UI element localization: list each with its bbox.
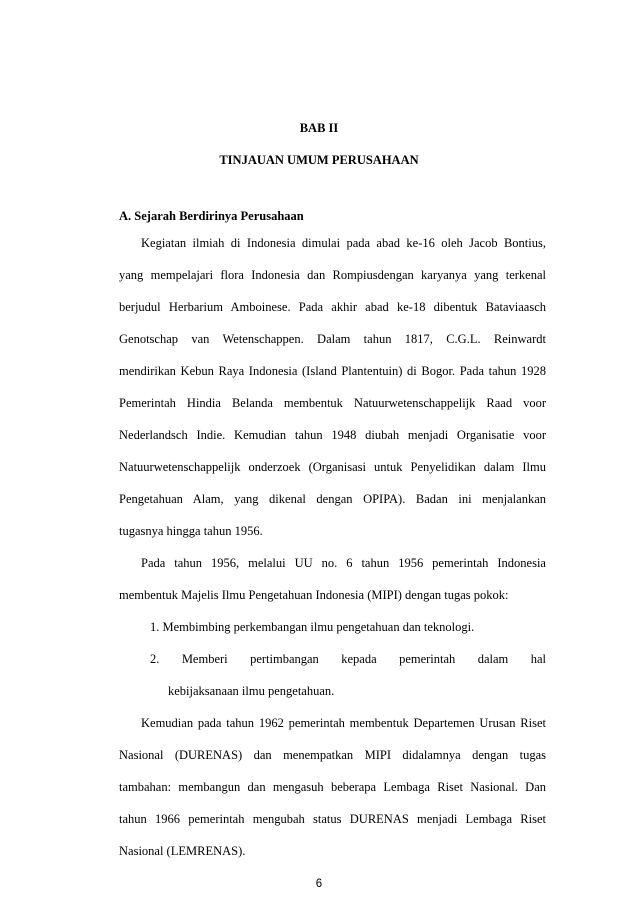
- paragraph-1-line: mendirikan Kebun Raya Indonesia (Island Plantentuin) di Bogor. Pada tahun 1928: [119, 364, 546, 378]
- section-heading: A. Sejarah Berdirinya Perusahaan: [119, 209, 304, 223]
- paragraph-1-line: tugasnya hingga tahun 1956.: [119, 524, 263, 538]
- task-list-item-1: 1. Membimbing perkembangan ilmu pengetahuan dan teknologi.: [150, 620, 475, 634]
- paragraph-3-line: Nasional (DURENAS) dan menempatkan MIPI didalamnya dengan tugas: [119, 748, 546, 762]
- paragraph-1-line: Natuurwetenschappelijk onderzoek (Organisasi untuk Penyelidikan dalam Ilmu: [119, 460, 546, 474]
- paragraph-1-line: yang mempelajari flora Indonesia dan Rompiusdengan karyanya yang terkenal: [119, 268, 546, 282]
- paragraph-3-line: Nasional (LEMRENAS).: [119, 844, 246, 858]
- paragraph-3-line: tahun 1966 pemerintah mengubah status DURENAS menjadi Lembaga Riset: [119, 812, 546, 826]
- paragraph-1-line: berjudul Herbarium Amboinese. Pada akhir abad ke-18 dibentuk Bataviaasch: [119, 300, 546, 314]
- paragraph-2-line: Pada tahun 1956, melalui UU no. 6 tahun 1956 pemerintah Indonesia: [141, 556, 546, 570]
- paragraph-3-line: tambahan: membangun dan mengasuh beberapa Lembaga Riset Nasional. Dan: [119, 780, 546, 794]
- paragraph-3-line: Kemudian pada tahun 1962 pemerintah membentuk Departemen Urusan Riset: [141, 716, 546, 730]
- task-list-item-2-continuation: kebijaksanaan ilmu pengetahuan.: [168, 684, 335, 698]
- paragraph-2-line: membentuk Majelis Ilmu Pengetahuan Indonesia (MIPI) dengan tugas pokok:: [119, 588, 509, 602]
- paragraph-1-line: Kegiatan ilmiah di Indonesia dimulai pada abad ke-16 oleh Jacob Bontius,: [141, 236, 546, 250]
- paragraph-1-line: Genotschap van Wetenschappen. Dalam tahun 1817, C.G.L. Reinwardt: [119, 332, 546, 346]
- paragraph-1-line: Pemerintah Hindia Belanda membentuk Natuurwetenschappelijk Raad voor: [119, 396, 546, 410]
- chapter-title: TINJAUAN UMUM PERUSAHAAN: [219, 153, 419, 167]
- task-list-item-2: 2. Memberi pertimbangan kepada pemerintah dalam hal: [150, 652, 546, 666]
- chapter-label: BAB II: [299, 121, 339, 135]
- paragraph-1-line: Pengetahuan Alam, yang dikenal dengan OPIPA). Badan ini menjalankan: [119, 492, 546, 506]
- page-number: 6: [315, 878, 323, 890]
- paragraph-1-line: Nederlandsch Indie. Kemudian tahun 1948 diubah menjadi Organisatie voor: [119, 428, 546, 442]
